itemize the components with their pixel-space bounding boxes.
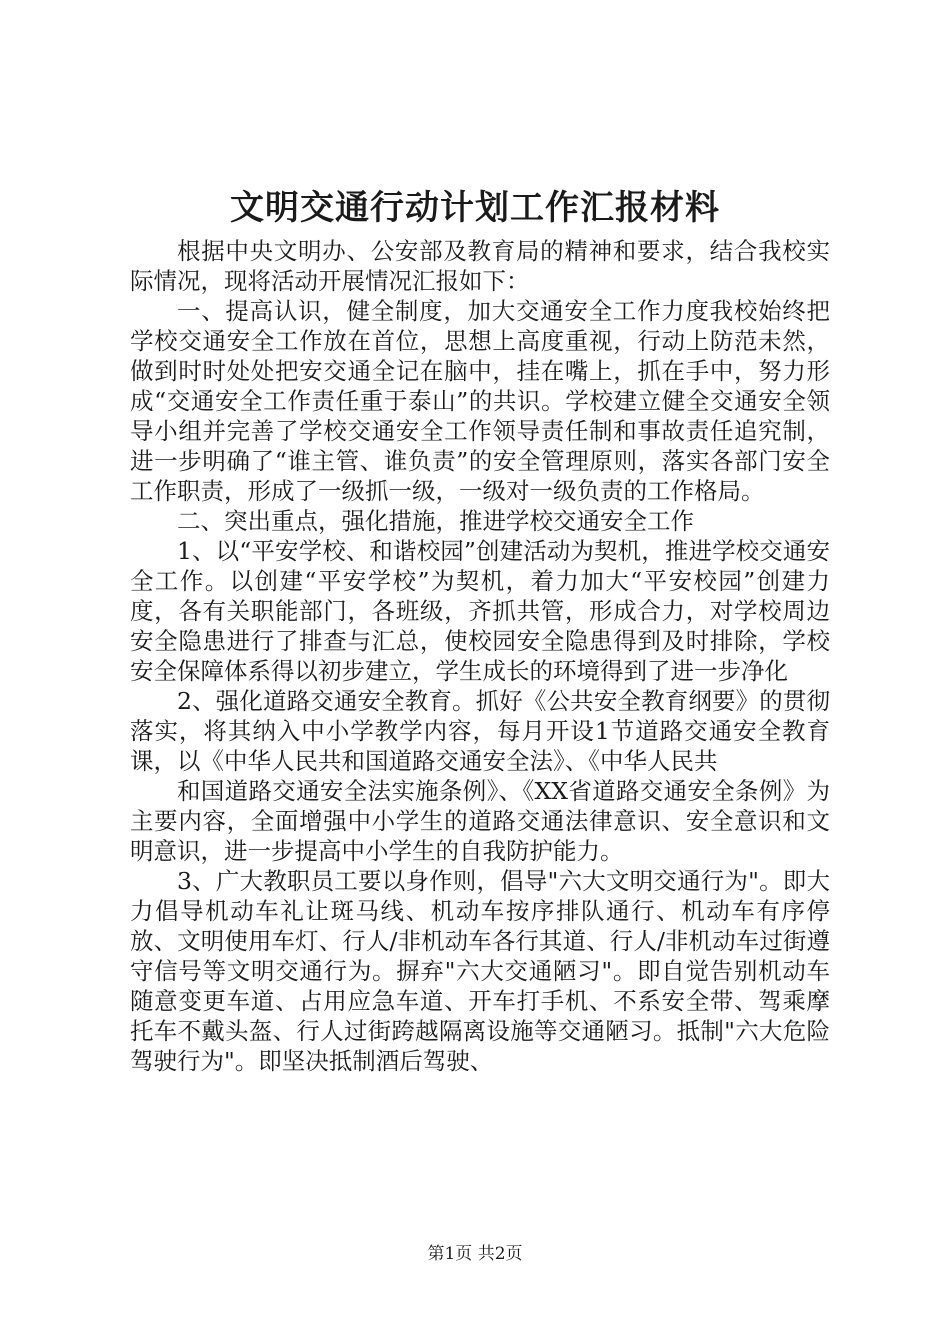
paragraph-item-1: 1、以“平安学校、和谐校园”创建活动为契机，推进学校交通安全工作。以创建“平安学校”为契机，着力加大“平安校园”创建力度，各有关职能部门，各班级，齐抓共管，形成合力，对学校周边安全隐患进行了排查与汇总，使校园安全隐患得到及时排除，学校安全保障体系得以初步建立，学生成长的环境得到了进一步净化 — [130, 537, 830, 685]
document-title: 文明交通行动计划工作汇报材料 — [230, 188, 720, 228]
paragraph-item-2: 2、强化道路交通安全教育。抓好《公共安全教育纲要》的贯彻落实，将其纳入中小学教学内容，每月开设1节道路交通安全教育课，以《中华人民共和国道路交通安全法》、《中华人民共 — [130, 687, 830, 775]
paragraph-section-2-heading: 二、突出重点，强化措施，推进学校交通安全工作 — [177, 507, 694, 535]
paragraph-item-3: 3、广大教职员工要以身作则，倡导"六大文明交通行为"。即大力倡导机动车礼让斑马线、机动车按序排队通行、机动车有序停放、文明使用车灯、行人/非机动车各行其道、行人/非机动车过街遵守信号等文明交通行为。摒弃"六大交通陋习"。即自觉告别机动车随意变更车道、占用应急车道、开车打手机、不系安全带、驾乘摩托车不戴头盔、行人过街跨越隔离设施等交通陋习。抵制"六大危险驾驶行为"。即坚决抵制酒后驾驶、 — [130, 867, 830, 1075]
paragraph-intro: 根据中央文明办、公安部及教育局的精神和要求，结合我校实际情况，现将活动开展情况汇报如下： — [130, 237, 830, 295]
page-number-footer: 第1页 共2页 — [427, 1244, 523, 1264]
document-body — [130, 236, 830, 1076]
paragraph-item-2-continued: 和国道路交通安全法实施条例》、《XX省道路交通安全条例》为主要内容，全面增强中小学生的道路交通法律意识、安全意识和文明意识，进一步提高中小学生的自我防护能力。 — [130, 777, 830, 865]
paragraph-section-1: 一、提高认识，健全制度，加大交通安全工作力度我校始终把学校交通安全工作放在首位，思想上高度重视，行动上防范未然，做到时时处处把安交通全记在脑中，挂在嘴上，抓在手中，努力形成“交通安全工作责任重于泰山”的共识。学校建立健全交通安全领导小组并完善了学校交通安全工作领导责任制和事故责任追究制，进一步明确了“谁主管、谁负责”的安全管理原则，落实各部门安全工作职责，形成了一级抓一级，一级对一级负责的工作格局。 — [130, 297, 830, 505]
